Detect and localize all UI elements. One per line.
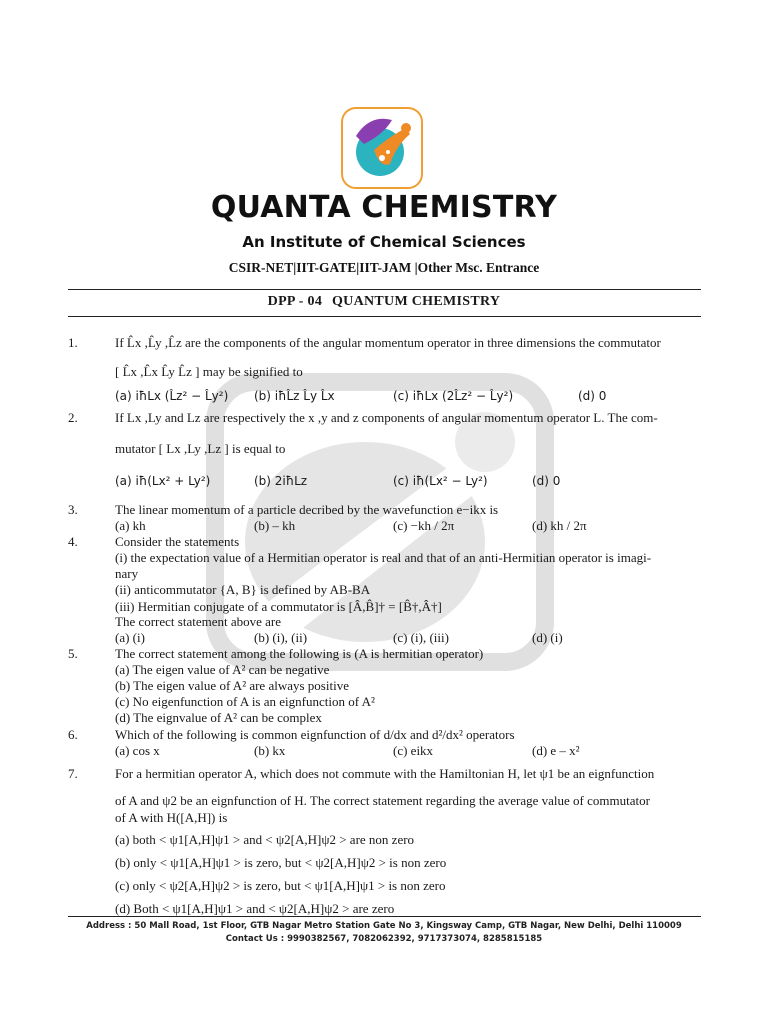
option-a: (a) kh <box>115 518 146 533</box>
option-b: (b) kx <box>254 743 286 758</box>
institute-name: QUANTA CHEMISTRY <box>210 190 558 225</box>
statement-1-cont: nary <box>115 566 139 581</box>
option-c: (c) iħLx (2L̂z² − L̂y²) <box>393 389 514 403</box>
question-text: If Lx ,Ly and Lz are respectively the x ,y and z components of angular momentum operator L. The com- <box>115 410 658 425</box>
option-d: (d) Both < ψ1[A,H]ψ1 > and < ψ2[A,H]ψ2 > are zero <box>115 901 395 916</box>
option-b: (b) – kh <box>254 518 296 533</box>
option-d: (d) The eignvalue of A² can be complex <box>115 710 322 725</box>
question-text: of A and ψ2 be an eignfunction of H. The correct statement regarding the average value of commutator <box>115 793 650 808</box>
question-text: Consider the statements <box>115 534 240 549</box>
question-text: The linear momentum of a particle decribed by the wavefunction e−ikx is <box>115 502 499 517</box>
dpp-label: DPP - 04 <box>267 294 323 309</box>
question-number: 4. <box>68 534 78 549</box>
option-d: (d) (i) <box>532 630 563 645</box>
option-a: (a) both < ψ1[A,H]ψ1 > and < ψ2[A,H]ψ2 > are non zero <box>115 832 415 847</box>
option-b: (b) (i), (ii) <box>254 630 308 645</box>
question-number: 2. <box>68 410 78 425</box>
option-c: (c) eikx <box>393 743 434 758</box>
logo-icon <box>340 106 424 190</box>
option-c: (c) iħ(Lx² − Ly²) <box>393 474 488 488</box>
question-number: 6. <box>68 727 78 742</box>
option-d: (d) kh / 2π <box>532 518 587 533</box>
option-a: (a) iħ(Lx² + Ly²) <box>115 474 211 488</box>
question-text: If L̂x ,L̂y ,L̂z are the components of the angular momentum operator in three dimensions the commutator <box>115 335 661 350</box>
option-b: (b) 2iħLz <box>254 474 308 488</box>
option-a: (a) The eigen value of A² can be negative <box>115 662 330 677</box>
option-a: (a) cos x <box>115 743 160 758</box>
statement-1: (i) the expectation value of a Hermitian operator is real and that of an anti-Hermitian operator is imagi- <box>115 550 652 565</box>
footer-address: Address : 50 Mall Road, 1st Floor, GTB Nagar Metro Station Gate No 3, Kingsway Camp, GTB Nagar, New Delhi, Delhi 110009 <box>86 921 682 931</box>
exam-list: CSIR-NET|IIT-GATE|IIT-JAM |Other Msc. Entrance <box>228 260 540 275</box>
option-d: (d) e – x² <box>532 743 580 758</box>
statement-2: (ii) anticommutator {A, B} is defined by AB-BA <box>115 582 371 597</box>
dpp-title <box>0 294 768 310</box>
question-text: For a hermitian operator A, which does not commute with the Hamiltonian H, let ψ1 be an eignfunction <box>115 766 655 781</box>
option-d: (d) 0 <box>578 389 607 403</box>
option-c: (c) No eigenfunction of A is an eignfunction of A² <box>115 694 375 709</box>
option-a: (a) (i) <box>115 630 145 645</box>
footer-contact: Contact Us : 9990382567, 7082062392, 9717373074, 8285815185 <box>225 934 543 944</box>
question-prompt: The correct statement above are <box>115 614 282 629</box>
question-text: of A with H([A,H]) is <box>115 810 228 825</box>
option-a: (a) iħLx (L̂z² − L̂y²) <box>115 389 229 403</box>
statement-3: (iii) Hermitian conjugate of a commutator is [Â,B̂]† = [B̂†,Â†] <box>115 599 442 614</box>
question-number: 3. <box>68 502 78 517</box>
footer-rule <box>68 916 701 917</box>
option-c: (c) (i), (iii) <box>393 630 449 645</box>
question-text: Which of the following is common eignfunction of d/dx and d²/dx² operators <box>115 727 515 742</box>
option-b: (b) iħL̂z L̂y L̂x <box>254 389 335 403</box>
question-text: [ L̂x ,L̂x L̂y L̂z ] may be signified to <box>115 364 303 379</box>
dpp-subject: QUANTUM CHEMISTRY <box>331 294 501 309</box>
question-number: 5. <box>68 646 78 661</box>
option-c: (c) only < ψ2[A,H]ψ2 > is zero, but < ψ1[A,H]ψ1 > is non zero <box>115 878 446 893</box>
question-number: 1. <box>68 335 78 350</box>
question-number: 7. <box>68 766 78 781</box>
option-b: (b) The eigen value of A² are always positive <box>115 678 349 693</box>
question-text: The correct statement among the following is (A is hermitian operator) <box>115 646 484 661</box>
option-c: (c) −kh / 2π <box>393 518 455 533</box>
option-d: (d) 0 <box>532 474 561 488</box>
institute-subtitle: An Institute of Chemical Sciences <box>242 233 526 251</box>
header-rule-bottom <box>68 316 701 317</box>
header-rule-top <box>68 289 701 290</box>
option-b: (b) only < ψ1[A,H]ψ1 > is zero, but < ψ2[A,H]ψ2 > is non zero <box>115 855 447 870</box>
question-text: mutator [ Lx ,Ly ,Lz ] is equal to <box>115 441 286 456</box>
